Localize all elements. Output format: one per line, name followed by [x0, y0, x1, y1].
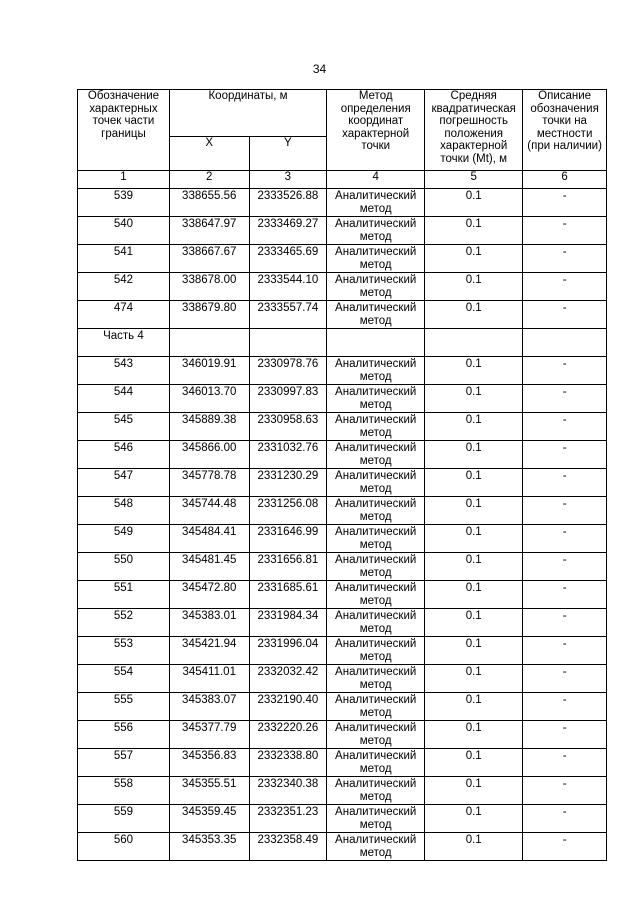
- table-row: [78, 777, 607, 805]
- part-label: Часть 4: [78, 329, 170, 357]
- description-cell: -: [523, 357, 607, 385]
- table-row: [78, 497, 607, 525]
- table-row: [78, 441, 607, 469]
- y-cell: 2332340.38: [249, 777, 327, 805]
- point-cell: 551: [78, 581, 170, 609]
- header-y: Y: [249, 137, 327, 171]
- description-cell: -: [523, 217, 607, 245]
- table-row: [78, 833, 607, 861]
- description-cell: -: [523, 441, 607, 469]
- y-cell: 2330997.83: [249, 385, 327, 413]
- table-row: [78, 217, 607, 245]
- point-cell: 547: [78, 469, 170, 497]
- description-cell: -: [523, 245, 607, 273]
- method-cell: Аналитический метод: [327, 805, 425, 833]
- x-cell: 338655.56: [169, 189, 249, 217]
- method-cell: Аналитический метод: [327, 693, 425, 721]
- x-cell: 345778.78: [169, 469, 249, 497]
- x-cell: 346019.91: [169, 357, 249, 385]
- description-cell: -: [523, 609, 607, 637]
- point-cell: 556: [78, 721, 170, 749]
- error-cell: 0.1: [425, 721, 523, 749]
- table-row: [78, 525, 607, 553]
- method-cell: Аналитический метод: [327, 609, 425, 637]
- table-row: [78, 469, 607, 497]
- header-error: Средняя квадратическая погрешность положения характерной точки (Mt), м: [425, 90, 523, 171]
- description-cell: -: [523, 469, 607, 497]
- x-cell: 345866.00: [169, 441, 249, 469]
- y-cell: 2333469.27: [249, 217, 327, 245]
- method-cell: Аналитический метод: [327, 385, 425, 413]
- description-cell: -: [523, 385, 607, 413]
- table-row: [78, 749, 607, 777]
- y-cell: 2331984.34: [249, 609, 327, 637]
- error-cell: 0.1: [425, 497, 523, 525]
- error-cell: 0.1: [425, 441, 523, 469]
- point-cell: 546: [78, 441, 170, 469]
- table-row: [78, 385, 607, 413]
- method-cell: Аналитический метод: [327, 497, 425, 525]
- y-cell: 2332220.26: [249, 721, 327, 749]
- description-cell: -: [523, 637, 607, 665]
- x-cell: 346013.70: [169, 385, 249, 413]
- x-cell: 345484.41: [169, 525, 249, 553]
- method-cell: Аналитический метод: [327, 273, 425, 301]
- error-cell: 0.1: [425, 609, 523, 637]
- error-cell: 0.1: [425, 301, 523, 329]
- error-cell: 0.1: [425, 413, 523, 441]
- y-cell: 2331230.29: [249, 469, 327, 497]
- column-numbers-row: [78, 171, 607, 189]
- description-cell: -: [523, 581, 607, 609]
- x-cell: 338678.00: [169, 273, 249, 301]
- x-cell: 345472.80: [169, 581, 249, 609]
- error-cell: 0.1: [425, 833, 523, 861]
- point-cell: 545: [78, 413, 170, 441]
- x-cell: 345355.51: [169, 777, 249, 805]
- header-method: Метод определения координат характерной точки: [327, 90, 425, 171]
- description-cell: -: [523, 525, 607, 553]
- table-row: [78, 805, 607, 833]
- column-number: 5: [425, 171, 523, 189]
- point-cell: 558: [78, 777, 170, 805]
- point-cell: 559: [78, 805, 170, 833]
- table-row: [78, 609, 607, 637]
- error-cell: 0.1: [425, 217, 523, 245]
- table-row: [78, 357, 607, 385]
- error-cell: 0.1: [425, 357, 523, 385]
- x-cell: 345383.07: [169, 693, 249, 721]
- y-cell: 2333465.69: [249, 245, 327, 273]
- description-cell: -: [523, 497, 607, 525]
- method-cell: Аналитический метод: [327, 245, 425, 273]
- table-row: [78, 273, 607, 301]
- table-row: [78, 245, 607, 273]
- table-row: [78, 693, 607, 721]
- column-number: 2: [169, 171, 249, 189]
- error-cell: 0.1: [425, 525, 523, 553]
- column-number: 3: [249, 171, 327, 189]
- description-cell: -: [523, 693, 607, 721]
- error-cell: 0.1: [425, 693, 523, 721]
- y-cell: 2330958.63: [249, 413, 327, 441]
- point-cell: 548: [78, 497, 170, 525]
- y-cell: 2331256.08: [249, 497, 327, 525]
- description-cell: -: [523, 833, 607, 861]
- error-cell: 0.1: [425, 469, 523, 497]
- x-cell: 345421.94: [169, 637, 249, 665]
- error-cell: 0.1: [425, 777, 523, 805]
- description-cell: -: [523, 301, 607, 329]
- point-cell: 474: [78, 301, 170, 329]
- x-cell: 345356.83: [169, 749, 249, 777]
- method-cell: Аналитический метод: [327, 357, 425, 385]
- x-cell: 345383.01: [169, 609, 249, 637]
- table-row: [78, 721, 607, 749]
- header-description: Описание обозначения точки на местности (при наличии): [523, 90, 607, 171]
- method-cell: Аналитический метод: [327, 637, 425, 665]
- point-cell: 557: [78, 749, 170, 777]
- method-cell: Аналитический метод: [327, 749, 425, 777]
- y-cell: 2331646.99: [249, 525, 327, 553]
- error-cell: 0.1: [425, 637, 523, 665]
- y-cell: 2331656.81: [249, 553, 327, 581]
- y-cell: 2332351.23: [249, 805, 327, 833]
- y-cell: 2332358.49: [249, 833, 327, 861]
- table-row: [78, 665, 607, 693]
- y-cell: 2332032.42: [249, 665, 327, 693]
- method-cell: Аналитический метод: [327, 441, 425, 469]
- point-cell: 552: [78, 609, 170, 637]
- point-cell: 554: [78, 665, 170, 693]
- table-row: [78, 301, 607, 329]
- description-cell: -: [523, 777, 607, 805]
- page-number: 34: [312, 62, 327, 76]
- description-cell: -: [523, 721, 607, 749]
- description-cell: -: [523, 665, 607, 693]
- point-cell: 540: [78, 217, 170, 245]
- rows-before-part: [78, 189, 607, 329]
- method-cell: Аналитический метод: [327, 553, 425, 581]
- x-cell: 338679.80: [169, 301, 249, 329]
- point-cell: 541: [78, 245, 170, 273]
- point-cell: 555: [78, 693, 170, 721]
- y-cell: 2331996.04: [249, 637, 327, 665]
- method-cell: Аналитический метод: [327, 665, 425, 693]
- header-coordinates: Координаты, м: [169, 90, 326, 137]
- method-cell: Аналитический метод: [327, 413, 425, 441]
- description-cell: -: [523, 273, 607, 301]
- description-cell: -: [523, 413, 607, 441]
- header-designation: Обозначение характерных точек части границы: [78, 90, 170, 171]
- method-cell: Аналитический метод: [327, 721, 425, 749]
- x-cell: 345411.01: [169, 665, 249, 693]
- y-cell: 2330978.76: [249, 357, 327, 385]
- x-cell: 345359.45: [169, 805, 249, 833]
- table-row: [78, 189, 607, 217]
- method-cell: Аналитический метод: [327, 469, 425, 497]
- error-cell: 0.1: [425, 553, 523, 581]
- y-cell: 2333544.10: [249, 273, 327, 301]
- y-cell: 2332338.80: [249, 749, 327, 777]
- method-cell: Аналитический метод: [327, 301, 425, 329]
- point-cell: 553: [78, 637, 170, 665]
- x-cell: 345353.35: [169, 833, 249, 861]
- y-cell: 2332190.40: [249, 693, 327, 721]
- description-cell: -: [523, 189, 607, 217]
- error-cell: 0.1: [425, 581, 523, 609]
- part-row: [78, 329, 607, 357]
- point-cell: 543: [78, 357, 170, 385]
- x-cell: 338647.97: [169, 217, 249, 245]
- table-row: [78, 413, 607, 441]
- point-cell: 549: [78, 525, 170, 553]
- error-cell: 0.1: [425, 749, 523, 777]
- method-cell: Аналитический метод: [327, 525, 425, 553]
- x-cell: 345744.48: [169, 497, 249, 525]
- x-cell: 338667.67: [169, 245, 249, 273]
- method-cell: Аналитический метод: [327, 217, 425, 245]
- x-cell: 345377.79: [169, 721, 249, 749]
- column-number: 6: [523, 171, 607, 189]
- description-cell: -: [523, 553, 607, 581]
- error-cell: 0.1: [425, 245, 523, 273]
- part-row-group: [78, 329, 607, 357]
- error-cell: 0.1: [425, 189, 523, 217]
- method-cell: Аналитический метод: [327, 581, 425, 609]
- point-cell: 539: [78, 189, 170, 217]
- error-cell: 0.1: [425, 273, 523, 301]
- method-cell: Аналитический метод: [327, 189, 425, 217]
- y-cell: 2333557.74: [249, 301, 327, 329]
- method-cell: Аналитический метод: [327, 777, 425, 805]
- table-row: [78, 553, 607, 581]
- error-cell: 0.1: [425, 385, 523, 413]
- description-cell: -: [523, 805, 607, 833]
- y-cell: 2331685.61: [249, 581, 327, 609]
- point-cell: 560: [78, 833, 170, 861]
- error-cell: 0.1: [425, 665, 523, 693]
- point-cell: 544: [78, 385, 170, 413]
- rows-after-part: [78, 357, 607, 861]
- method-cell: Аналитический метод: [327, 833, 425, 861]
- point-cell: 542: [78, 273, 170, 301]
- error-cell: 0.1: [425, 805, 523, 833]
- x-cell: 345889.38: [169, 413, 249, 441]
- point-cell: 550: [78, 553, 170, 581]
- y-cell: 2333526.88: [249, 189, 327, 217]
- column-number: 4: [327, 171, 425, 189]
- y-cell: 2331032.76: [249, 441, 327, 469]
- header-x: X: [169, 137, 249, 171]
- description-cell: -: [523, 749, 607, 777]
- boundary-points-table: [77, 89, 607, 861]
- table-row: [78, 581, 607, 609]
- x-cell: 345481.45: [169, 553, 249, 581]
- column-number: 1: [78, 171, 170, 189]
- table-row: [78, 637, 607, 665]
